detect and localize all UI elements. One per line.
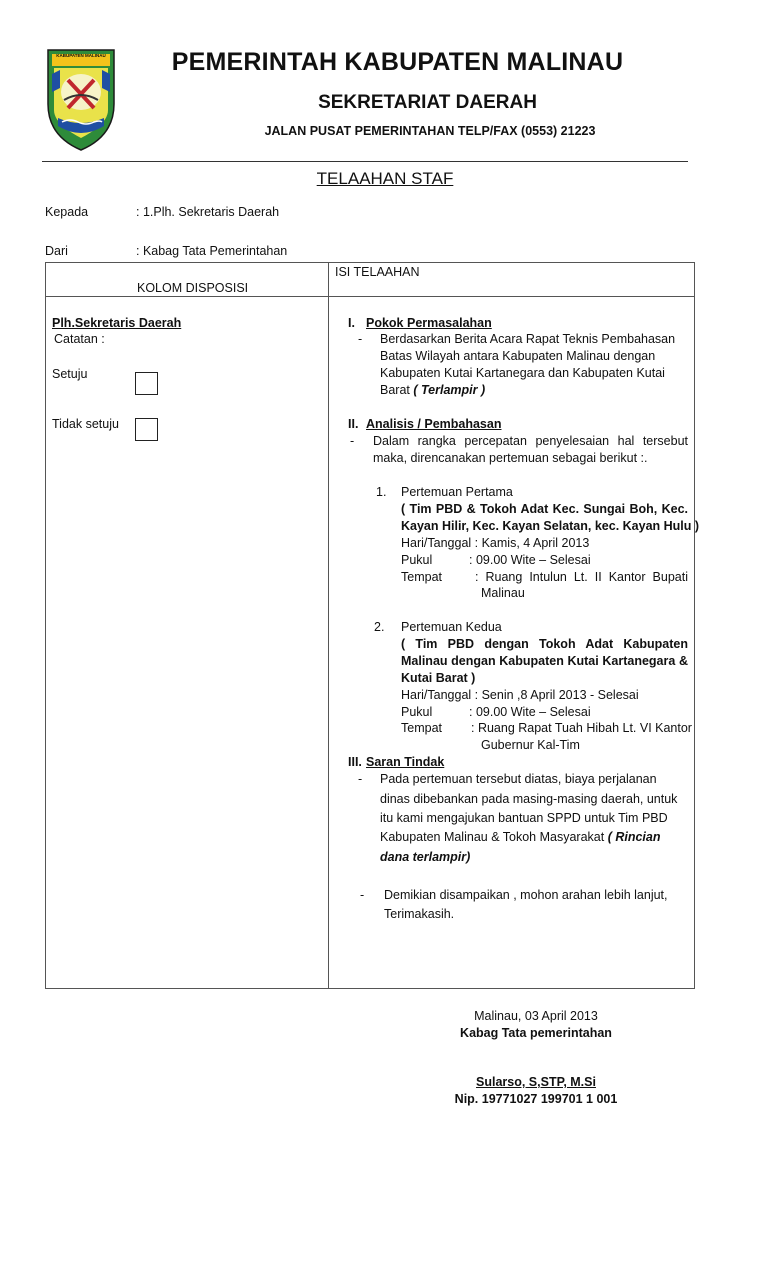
letterhead-title: PEMERINTAH KABUPATEN MALINAU bbox=[171, 48, 624, 76]
section3-heading: Saran Tindak bbox=[366, 755, 445, 769]
section2-line1: Dalam rangka percepatan penyelesaian hal tersebut bbox=[373, 434, 688, 448]
letterhead-divider bbox=[42, 161, 688, 162]
meeting2-desc2: Malinau dengan Kabupaten Kutai Kartanegara & bbox=[401, 654, 688, 668]
review-column-header: ISI TELAAHAN bbox=[335, 265, 420, 279]
section1-line1: Berdasarkan Berita Acara Rapat Teknis Pembahasan bbox=[380, 332, 676, 346]
signatory-nip: Nip. 19771027 199701 1 001 bbox=[454, 1092, 618, 1106]
from-label: Dari bbox=[45, 244, 68, 258]
meeting1-time-value: : 09.00 Wite – Selesai bbox=[469, 553, 591, 567]
attachment-note: ( Terlampir ) bbox=[413, 383, 486, 397]
section1-dash: - bbox=[358, 332, 363, 346]
section2-number: II. bbox=[348, 417, 359, 431]
section3-line1: Pada pertemuan tersebut diatas, biaya perjalanan bbox=[380, 772, 657, 786]
closing-dash: - bbox=[360, 888, 365, 902]
signatory-name: Sularso, S,STP, M.Si bbox=[476, 1075, 596, 1089]
to-value: : 1.Plh. Sekretaris Daerah bbox=[136, 205, 280, 219]
section2-heading: Analisis / Pembahasan bbox=[366, 417, 502, 431]
meeting1-desc2: Kayan Hilir, Kec. Kayan Selatan, kec. Kayan Hulu ) bbox=[401, 519, 700, 533]
meeting1-desc1: ( Tim PBD & Tokoh Adat Kec. Sungai Boh, Kec. bbox=[401, 502, 688, 516]
signature-position: Kabag Tata pemerintahan bbox=[460, 1026, 612, 1040]
meeting1-number: 1. bbox=[376, 485, 387, 499]
cost-detail-note: ( Rincian bbox=[607, 830, 661, 844]
notes-label: Catatan : bbox=[54, 332, 105, 346]
section1-number: I. bbox=[348, 316, 355, 330]
reject-label: Tidak setuju bbox=[52, 417, 119, 431]
meeting2-time-value: : 09.00 Wite – Selesai bbox=[469, 705, 591, 719]
letterhead-address: JALAN PUSAT PEMERINTAHAN TELP/FAX (0553) 21223 bbox=[264, 124, 596, 138]
approve-label: Setuju bbox=[52, 367, 88, 381]
section3-line5: dana terlampir) bbox=[380, 850, 471, 864]
section3-line3: itu kami mengajukan bantuan SPPD untuk Tim PBD bbox=[380, 811, 668, 825]
meeting1-title: Pertemuan Pertama bbox=[401, 485, 513, 499]
section1-line4-text: Barat bbox=[380, 383, 414, 397]
disposition-official: Plh.Sekretaris Daerah bbox=[52, 316, 182, 330]
section3-number: III. bbox=[348, 755, 362, 769]
meeting2-date: Hari/Tanggal : Senin ,8 April 2013 - Selesai bbox=[401, 688, 639, 702]
meeting2-place-value: : Ruang Rapat Tuah Hibah Lt. VI Kantor bbox=[471, 721, 692, 735]
section2-line2: maka, direncanakan pertemuan sebagai berikut :. bbox=[373, 451, 648, 465]
letterhead-subtitle: SEKRETARIAT DAERAH bbox=[318, 92, 537, 113]
meeting2-desc3: Kutai Barat ) bbox=[401, 671, 476, 685]
meeting1-date: Hari/Tanggal : Kamis, 4 April 2013 bbox=[401, 536, 590, 550]
section1-line3: Kabupaten Kutai Kartanegara dan Kabupaten Kutai bbox=[380, 366, 665, 380]
regency-logo bbox=[44, 44, 118, 152]
closing-line2: Terimakasih. bbox=[384, 907, 455, 921]
section1-line2: Batas Wilayah antara Kabupaten Malinau dengan bbox=[380, 349, 656, 363]
meeting1-place-label: Tempat bbox=[401, 570, 442, 584]
approve-checkbox[interactable] bbox=[135, 372, 158, 395]
section3-dash: - bbox=[358, 772, 363, 786]
disposition-column-header: KOLOM DISPOSISI bbox=[137, 281, 249, 295]
meeting2-time-label: Pukul bbox=[401, 705, 433, 719]
coat-of-arms-icon bbox=[44, 44, 118, 152]
to-label: Kepada bbox=[45, 205, 89, 219]
meeting1-place-value2: Malinau bbox=[481, 586, 525, 600]
meeting2-number: 2. bbox=[374, 620, 385, 634]
table-column-divider bbox=[328, 262, 329, 989]
closing-line1: Demikian disampaikan , mohon arahan lebih lanjut, bbox=[384, 888, 668, 902]
meeting1-place-value: : Ruang Intulun Lt. II Kantor Bupati bbox=[475, 570, 688, 584]
meeting2-place-label: Tempat bbox=[401, 721, 442, 735]
signature-place-date: Malinau, 03 April 2013 bbox=[474, 1009, 598, 1023]
meeting2-place-value2: Gubernur Kal-Tim bbox=[481, 738, 580, 752]
logo-banner-text: KABUPATEN MALINAU bbox=[56, 53, 106, 58]
section2-dash: - bbox=[350, 434, 355, 448]
meeting2-title: Pertemuan Kedua bbox=[401, 620, 502, 634]
from-value: : Kabag Tata Pemerintahan bbox=[136, 244, 288, 258]
section1-heading: Pokok Permasalahan bbox=[366, 316, 492, 330]
document-title: TELAAHAN STAF bbox=[316, 169, 454, 188]
section3-line4-text: Kabupaten Malinau & Tokoh Masyarakat bbox=[380, 830, 608, 844]
section1-line4 bbox=[380, 382, 485, 399]
meeting2-desc1: ( Tim PBD dengan Tokoh Adat Kabupaten bbox=[401, 637, 688, 651]
reject-checkbox[interactable] bbox=[135, 418, 158, 441]
section3-line4 bbox=[380, 829, 660, 846]
section3-line2: dinas dibebankan pada masing-masing daerah, untuk bbox=[380, 792, 678, 806]
meeting1-time-label: Pukul bbox=[401, 553, 433, 567]
